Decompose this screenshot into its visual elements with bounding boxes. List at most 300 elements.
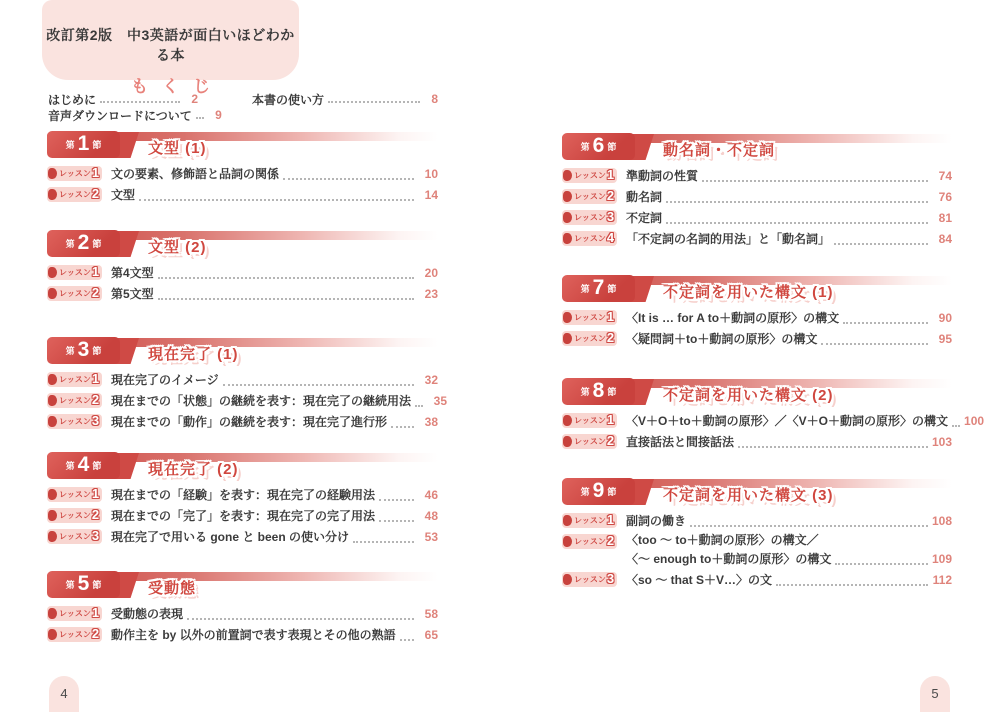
lesson-badge-label: レッスン xyxy=(59,190,91,199)
toc-section xyxy=(47,571,438,645)
section-header xyxy=(562,275,952,302)
lesson-badge-label: レッスン xyxy=(574,234,606,243)
section-header xyxy=(562,478,952,505)
dotted-leader xyxy=(328,101,420,103)
toc-left-column xyxy=(47,131,448,645)
section-title: 不定詞を用いた構文 (2) xyxy=(663,387,834,404)
toc-section xyxy=(47,230,438,304)
intro-page-number: 9 xyxy=(215,108,222,122)
dotted-leader xyxy=(283,178,414,180)
lesson-page-number: 10 xyxy=(424,166,438,181)
lesson-title: 〈疑問詞＋to＋動詞の原形〉の構文 xyxy=(626,332,818,346)
dotted-leader xyxy=(690,525,928,527)
lesson-badge-label: レッスン xyxy=(574,213,606,222)
lesson-title: 直接話法と間接話法 xyxy=(626,435,735,449)
lesson-title: 動作主を by 以外の前置詞で表す表現とその他の熟語 xyxy=(111,628,396,642)
toc-section xyxy=(562,275,952,349)
dotted-leader xyxy=(415,405,423,407)
lesson-title: 第4文型 xyxy=(111,266,154,280)
dotted-leader xyxy=(100,101,180,103)
section-prefix-label: 第 xyxy=(65,461,75,471)
page-number: 4 xyxy=(60,686,68,701)
lesson-body xyxy=(626,431,952,452)
section-suffix-label: 節 xyxy=(92,239,102,249)
lesson-badge xyxy=(47,487,102,502)
lesson-bullet-icon xyxy=(48,288,57,299)
lesson-badge-label: レッスン xyxy=(59,169,91,178)
lesson-bullet-icon xyxy=(48,608,57,619)
section-title: 現在完了 (2) xyxy=(148,461,239,478)
lesson-body xyxy=(626,207,952,228)
lesson-badge xyxy=(562,210,617,225)
lesson-page-number: 95 xyxy=(938,331,952,346)
section-prefix-label: 第 xyxy=(65,580,75,590)
lesson-badge xyxy=(562,189,617,204)
lesson-title: 受動態の表現 xyxy=(111,607,184,621)
page-number-tab-left xyxy=(49,676,79,712)
lesson-bullet-icon xyxy=(48,629,57,640)
lesson-bullet-icon xyxy=(563,170,572,181)
section-number: 4 xyxy=(77,453,90,476)
lesson-number: 3 xyxy=(91,413,100,428)
lesson-badge-label: レッスン xyxy=(574,516,606,525)
section-prefix-label: 第 xyxy=(580,487,590,497)
lesson-number: 2 xyxy=(91,285,100,300)
lesson-number: 1 xyxy=(91,371,100,386)
lesson-title: 副詞の働き xyxy=(626,514,687,528)
lesson-bullet-icon xyxy=(563,191,572,202)
lesson-bullet-icon xyxy=(563,333,572,344)
section-header xyxy=(47,571,438,598)
lesson-row xyxy=(47,283,438,304)
dotted-leader xyxy=(400,639,414,641)
lesson-list xyxy=(47,484,438,547)
lesson-badge xyxy=(47,627,102,642)
lesson-badge xyxy=(562,572,617,587)
section-number-box xyxy=(47,131,120,158)
lesson-row xyxy=(562,328,952,349)
dotted-leader xyxy=(379,520,414,522)
lesson-badge-label: レッスン xyxy=(59,417,91,426)
lesson-page-number: 100 xyxy=(964,413,985,428)
lesson-badge-label: レッスン xyxy=(59,511,91,520)
lesson-bullet-icon xyxy=(563,515,572,526)
lesson-badge xyxy=(47,529,102,544)
lesson-number: 3 xyxy=(606,209,615,224)
lesson-number: 1 xyxy=(606,309,615,324)
lesson-body xyxy=(111,505,438,526)
lesson-badge xyxy=(47,393,102,408)
toc-right-column xyxy=(562,133,985,590)
lesson-number: 2 xyxy=(91,392,100,407)
lesson-badge xyxy=(562,534,617,549)
book-title: 改訂第2版 中3英語が面白いほどわかる本 xyxy=(46,27,295,63)
section-number-box xyxy=(47,452,120,479)
lesson-title: 文の要素、修飾語と品詞の関係 xyxy=(111,167,280,181)
lesson-badge-label: レッスン xyxy=(574,416,606,425)
lesson-body xyxy=(626,410,985,431)
lesson-page-number: 103 xyxy=(931,434,952,449)
dotted-leader xyxy=(834,243,928,245)
section-number: 6 xyxy=(592,134,605,157)
lesson-page-number: 112 xyxy=(932,572,952,587)
section-title: 文型 (1) xyxy=(148,140,207,157)
lesson-badge-label: レッスン xyxy=(59,532,91,541)
dotted-leader xyxy=(666,222,928,224)
dotted-leader xyxy=(158,298,414,300)
book-title-box xyxy=(42,0,299,96)
section-header xyxy=(47,337,438,364)
lesson-page-number: 108 xyxy=(931,513,952,528)
section-header xyxy=(47,131,438,158)
section-header xyxy=(47,230,438,257)
section-prefix-label: 第 xyxy=(65,346,75,356)
lesson-bullet-icon xyxy=(563,312,572,323)
toc-section xyxy=(47,337,448,432)
lesson-list xyxy=(47,369,448,432)
lesson-title: 準動詞の性質 xyxy=(626,169,699,183)
lesson-body xyxy=(626,569,952,590)
lesson-bullet-icon xyxy=(48,189,57,200)
lesson-badge-label: レッスン xyxy=(59,609,91,618)
lesson-page-number: 35 xyxy=(433,393,448,408)
section-suffix-label: 節 xyxy=(607,387,617,397)
lesson-row xyxy=(47,526,438,547)
lesson-badge xyxy=(47,414,102,429)
lesson-page-number: 48 xyxy=(424,508,438,523)
section-title: 文型 (2) xyxy=(148,239,207,256)
lesson-body xyxy=(111,262,438,283)
lesson-number: 2 xyxy=(606,188,615,203)
lesson-number: 2 xyxy=(91,507,100,522)
lesson-title: 〈It is … for A to＋動詞の原形〉の構文 xyxy=(626,311,840,325)
lesson-title: 現在完了で用いる gone と been の使い分け xyxy=(111,530,350,544)
lesson-bullet-icon xyxy=(563,536,572,547)
lesson-row xyxy=(47,484,438,505)
lesson-row xyxy=(562,431,952,452)
lesson-title: 第5文型 xyxy=(111,287,154,301)
section-number: 3 xyxy=(77,338,90,361)
section-prefix-label: 第 xyxy=(580,284,590,294)
section-number: 5 xyxy=(77,572,90,595)
dotted-leader xyxy=(379,499,414,501)
lesson-page-number: 74 xyxy=(938,168,952,183)
lesson-number: 2 xyxy=(606,330,615,345)
lesson-title: 〈V＋O＋to＋動詞の原形〉／〈V＋O＋動詞の原形〉の構文 xyxy=(626,414,949,428)
lesson-title: 〈so ～ that S＋V…〉の文 xyxy=(626,573,773,587)
toc-section xyxy=(47,131,438,205)
lesson-badge xyxy=(47,166,102,181)
lesson-row xyxy=(47,624,438,645)
lesson-page-number: 58 xyxy=(424,606,438,621)
lesson-body xyxy=(111,624,438,645)
lesson-row xyxy=(562,307,952,328)
section-number-box xyxy=(562,378,635,405)
lesson-badge-label: レッスン xyxy=(59,630,91,639)
dotted-leader xyxy=(223,384,414,386)
dotted-leader xyxy=(738,446,928,448)
lesson-number: 3 xyxy=(606,571,615,586)
toc-section xyxy=(562,478,952,590)
section-prefix-label: 第 xyxy=(580,142,590,152)
lesson-badge xyxy=(47,508,102,523)
lesson-badge xyxy=(562,413,617,428)
lesson-page-number: 84 xyxy=(938,231,952,246)
dotted-leader xyxy=(835,563,928,565)
lesson-title: 「不定詞の名詞的用法」と「動名詞」 xyxy=(626,232,831,246)
lesson-bullet-icon xyxy=(48,416,57,427)
section-title: 動名詞・不定詞 xyxy=(663,142,776,159)
lesson-title: 現在完了のイメージ xyxy=(111,373,219,387)
section-suffix-label: 節 xyxy=(92,346,102,356)
lesson-badge xyxy=(562,231,617,246)
lesson-row xyxy=(562,186,952,207)
lesson-list xyxy=(562,510,952,590)
toc-section xyxy=(562,133,952,249)
lesson-row xyxy=(47,411,438,432)
section-number-box xyxy=(562,133,635,160)
section-suffix-label: 節 xyxy=(92,140,102,150)
lesson-number: 1 xyxy=(91,605,100,620)
lesson-row xyxy=(47,163,438,184)
lesson-title-line1: 〈too ～ to＋動詞の原形〉の構文／ xyxy=(626,533,819,547)
lesson-bullet-icon xyxy=(48,510,57,521)
lesson-badge-label: レッスン xyxy=(59,375,91,384)
lesson-page-number: 46 xyxy=(424,487,438,502)
lesson-page-number: 23 xyxy=(424,286,438,301)
section-number-box xyxy=(47,337,120,364)
lesson-badge-label: レッスン xyxy=(59,268,91,277)
section-number: 9 xyxy=(592,479,605,502)
intro-label: 音声ダウンロードについて xyxy=(48,108,192,123)
dotted-leader xyxy=(187,618,414,620)
lesson-list xyxy=(47,262,438,304)
lesson-row xyxy=(562,228,952,249)
lesson-page-number: 65 xyxy=(424,627,438,642)
lesson-page-number: 90 xyxy=(938,310,952,325)
section-number-box xyxy=(47,230,120,257)
lesson-badge-label: レッスン xyxy=(574,437,606,446)
lesson-body xyxy=(111,390,448,411)
lesson-row xyxy=(47,505,438,526)
lesson-badge xyxy=(562,434,617,449)
lesson-list xyxy=(562,165,952,249)
lesson-page-number: 38 xyxy=(424,414,438,429)
lesson-body xyxy=(626,228,952,249)
section-title: 受動態 xyxy=(148,580,197,597)
dotted-leader xyxy=(158,277,414,279)
section-suffix-label: 節 xyxy=(92,580,102,590)
section-number-box xyxy=(47,571,120,598)
dotted-leader xyxy=(776,584,928,586)
lesson-bullet-icon xyxy=(48,168,57,179)
lesson-badge-label: レッスン xyxy=(574,313,606,322)
lesson-row xyxy=(562,410,985,431)
lesson-body xyxy=(626,510,952,531)
section-prefix-label: 第 xyxy=(65,140,75,150)
lesson-badge xyxy=(562,513,617,528)
lesson-bullet-icon xyxy=(48,267,57,278)
section-header xyxy=(562,378,952,405)
lesson-bullet-icon xyxy=(563,415,572,426)
lesson-bullet-icon xyxy=(563,212,572,223)
lesson-page-number: 20 xyxy=(424,265,438,280)
page-number: 5 xyxy=(931,686,939,701)
lesson-badge-label: レッスン xyxy=(574,537,606,546)
lesson-row xyxy=(562,207,952,228)
lesson-row xyxy=(47,262,438,283)
lesson-number: 2 xyxy=(91,186,100,201)
lesson-page-number: 14 xyxy=(424,187,438,202)
lesson-row xyxy=(47,390,448,411)
intro-link-how-to-use xyxy=(252,91,438,107)
lesson-title: 現在までの「動作」の継続を表す：現在完了進行形 xyxy=(111,415,388,429)
lesson-badge-label: レッスン xyxy=(59,289,91,298)
dotted-leader xyxy=(666,201,928,203)
intro-link-audio-download xyxy=(48,107,222,123)
intro-page-number: 8 xyxy=(431,92,438,106)
lesson-bullet-icon xyxy=(563,233,572,244)
toc-title: もくじ xyxy=(131,77,224,96)
page-number-tab-right xyxy=(920,676,950,712)
lesson-badge xyxy=(562,310,617,325)
lesson-list xyxy=(562,307,952,349)
lesson-row xyxy=(47,184,438,205)
section-title: 不定詞を用いた構文 (1) xyxy=(663,284,834,301)
section-number: 7 xyxy=(592,276,605,299)
lesson-row xyxy=(562,510,952,531)
lesson-row xyxy=(562,569,952,590)
section-title: 現在完了 (1) xyxy=(148,346,239,363)
lesson-badge-label: レッスン xyxy=(574,171,606,180)
lesson-badge xyxy=(47,265,102,280)
section-suffix-label: 節 xyxy=(607,284,617,294)
lesson-badge xyxy=(562,331,617,346)
lesson-number: 4 xyxy=(606,230,615,245)
dotted-leader xyxy=(843,322,928,324)
lesson-badge-label: レッスン xyxy=(574,192,606,201)
lesson-list xyxy=(47,603,438,645)
intro-page-number: 2 xyxy=(191,92,198,106)
lesson-body xyxy=(111,411,438,432)
section-number: 2 xyxy=(77,231,90,254)
lesson-number: 2 xyxy=(606,533,615,548)
lesson-badge-label: レッスン xyxy=(59,490,91,499)
lesson-row xyxy=(47,603,438,624)
lesson-bullet-icon xyxy=(48,489,57,500)
dotted-leader xyxy=(821,343,928,345)
lesson-body xyxy=(111,283,438,304)
lesson-bullet-icon xyxy=(48,374,57,385)
lesson-title: 〈～ enough to＋動詞の原形〉の構文 xyxy=(626,552,832,566)
lesson-badge-label: レッスン xyxy=(574,334,606,343)
section-suffix-label: 節 xyxy=(607,142,617,152)
lesson-badge-label: レッスン xyxy=(59,396,91,405)
section-title: 不定詞を用いた構文 (3) xyxy=(663,487,834,504)
lesson-body xyxy=(111,369,438,390)
section-number-box xyxy=(562,275,635,302)
lesson-title: 現在までの「経験」を表す：現在完了の経験用法 xyxy=(111,488,376,502)
lesson-body xyxy=(626,531,952,569)
lesson-title: 現在までの「完了」を表す：現在完了の完了用法 xyxy=(111,509,376,523)
lesson-list xyxy=(47,163,438,205)
dotted-leader xyxy=(952,425,960,427)
lesson-body xyxy=(626,186,952,207)
intro-label: はじめに xyxy=(48,92,97,107)
lesson-badge-label: レッスン xyxy=(574,575,606,584)
lesson-bullet-icon xyxy=(48,531,57,542)
dotted-leader xyxy=(353,541,414,543)
lesson-number: 1 xyxy=(606,512,615,527)
lesson-page-number: 53 xyxy=(424,529,438,544)
lesson-number: 1 xyxy=(91,264,100,279)
lesson-body xyxy=(626,165,952,186)
lesson-page-number: 109 xyxy=(931,551,952,566)
lesson-title: 現在までの「状態」の継続を表す：現在完了の継続用法 xyxy=(111,394,412,408)
lesson-number: 1 xyxy=(606,167,615,182)
lesson-number: 1 xyxy=(606,412,615,427)
toc-section xyxy=(47,452,438,547)
lesson-list xyxy=(562,410,985,452)
dotted-leader xyxy=(391,426,414,428)
lesson-number: 2 xyxy=(606,433,615,448)
lesson-body xyxy=(111,484,438,505)
lesson-number: 2 xyxy=(91,626,100,641)
intro-label: 本書の使い方 xyxy=(252,92,325,107)
lesson-badge xyxy=(47,187,102,202)
lesson-body xyxy=(626,328,952,349)
section-prefix-label: 第 xyxy=(65,239,75,249)
section-suffix-label: 節 xyxy=(607,487,617,497)
lesson-row xyxy=(562,165,952,186)
lesson-page-number: 81 xyxy=(938,210,952,225)
section-header xyxy=(47,452,438,479)
lesson-bullet-icon xyxy=(563,574,572,585)
lesson-bullet-icon xyxy=(563,436,572,447)
lesson-page-number: 76 xyxy=(938,189,952,204)
lesson-title: 不定詞 xyxy=(626,211,663,225)
lesson-row xyxy=(47,369,438,390)
lesson-body xyxy=(111,603,438,624)
lesson-badge xyxy=(47,372,102,387)
lesson-number: 1 xyxy=(91,486,100,501)
lesson-title: 文型 xyxy=(111,188,136,202)
section-prefix-label: 第 xyxy=(580,387,590,397)
section-number: 8 xyxy=(592,379,605,402)
lesson-body xyxy=(111,184,438,205)
section-number-box xyxy=(562,478,635,505)
lesson-badge xyxy=(47,606,102,621)
dotted-leader xyxy=(702,180,928,182)
intro-link-hajimeni xyxy=(48,91,198,107)
lesson-page-number: 32 xyxy=(424,372,438,387)
lesson-badge xyxy=(47,286,102,301)
dotted-leader xyxy=(196,117,204,119)
toc-section xyxy=(562,378,985,452)
lesson-number: 1 xyxy=(91,165,100,180)
lesson-row xyxy=(562,531,952,569)
lesson-number: 3 xyxy=(91,528,100,543)
lesson-title: 動名詞 xyxy=(626,190,663,204)
lesson-bullet-icon xyxy=(48,395,57,406)
section-header xyxy=(562,133,952,160)
lesson-badge xyxy=(562,168,617,183)
section-suffix-label: 節 xyxy=(92,461,102,471)
lesson-body xyxy=(111,163,438,184)
dotted-leader xyxy=(139,199,414,201)
section-number: 1 xyxy=(77,132,90,155)
lesson-body xyxy=(626,307,952,328)
